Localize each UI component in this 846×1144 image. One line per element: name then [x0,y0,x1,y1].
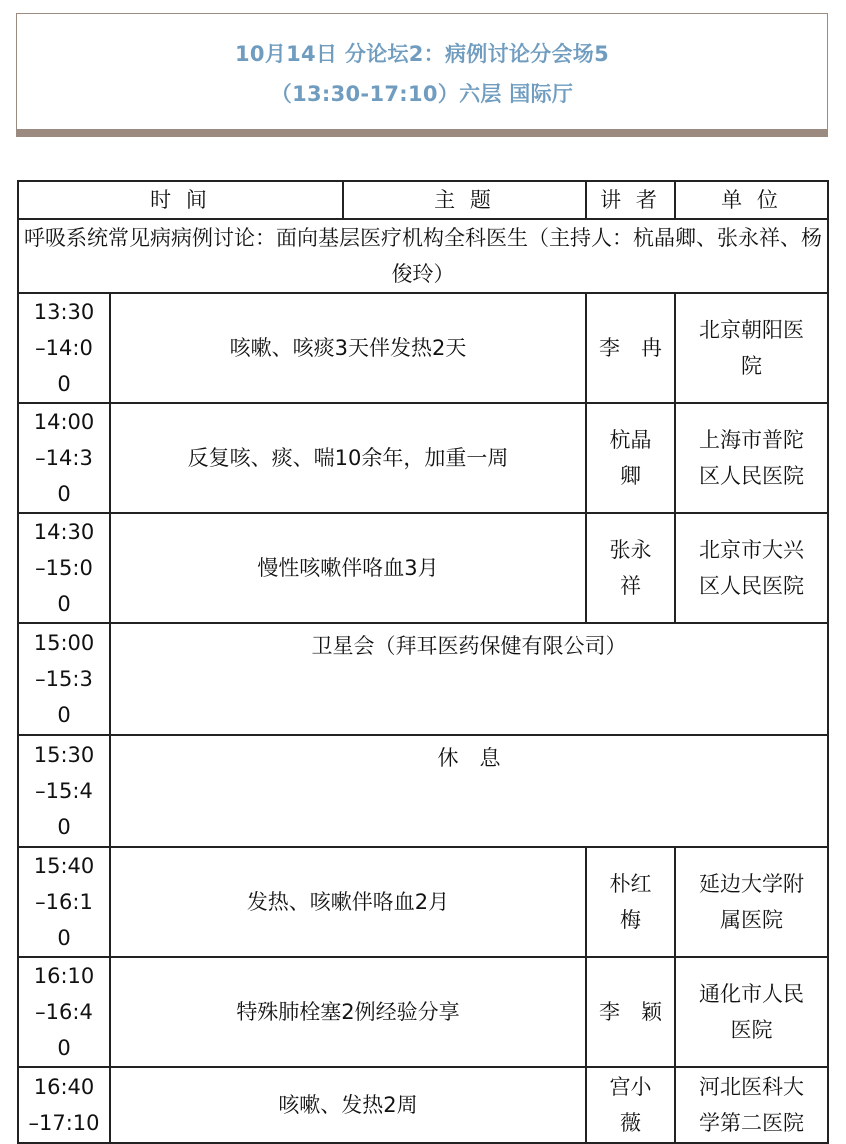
table-row [18,735,828,847]
topic-cell: 发热、咳嗽伴咯血2月 [110,847,586,957]
unit-cell: 延边大学附 属医院 [675,847,828,957]
time-cell: 15:00 –15:3 0 [18,623,110,735]
time-cell: 16:10 –16:4 0 [18,957,110,1067]
speaker-cell: 朴红 梅 [586,847,675,957]
time-cell: 16:40 –17:10 [18,1067,110,1143]
unit-cell: 北京朝阳医 院 [675,293,828,403]
speaker-cell: 宫小 薇 [586,1067,675,1143]
speaker-cell: 张永 祥 [586,513,675,623]
table-row [18,293,828,403]
table-row [18,847,828,957]
unit-cell: 北京市大兴 区人民医院 [675,513,828,623]
column-header-speaker: 讲 者 [586,181,675,219]
unit-cell: 通化市人民 医院 [675,957,828,1067]
unit-cell: 上海市普陀 区人民医院 [675,403,828,513]
column-header-time: 时 间 [18,181,343,219]
table-header-row [18,181,828,219]
time-cell: 14:30 –15:0 0 [18,513,110,623]
table-row [18,1067,828,1143]
column-header-topic: 主 题 [343,181,586,219]
satellite-session-cell: 卫星会（拜耳医药保健有限公司） [110,623,828,735]
speaker-cell: 李 冉 [586,293,675,403]
column-header-unit: 单 位 [675,181,828,219]
break-cell: 休 息 [110,735,828,847]
table-row [18,513,828,623]
schedule-table [17,180,829,1144]
topic-cell: 咳嗽、咳痰3天伴发热2天 [110,293,586,403]
unit-cell: 河北医科大 学第二医院 [675,1067,828,1143]
section-title: 呼吸系统常见病病例讨论：面向基层医疗机构全科医生（主持人：杭晶卿、张永祥、杨俊玲） [18,219,828,293]
time-cell: 14:00 –14:3 0 [18,403,110,513]
table-row [18,623,828,735]
table-row [18,957,828,1067]
topic-cell: 咳嗽、发热2周 [110,1067,586,1143]
session-time-location: （13:30-17:10）六层 国际厅 [270,82,574,106]
section-row [18,219,828,293]
time-cell: 13:30 –14:0 0 [18,293,110,403]
session-header [16,13,828,137]
time-cell: 15:30 –15:4 0 [18,735,110,847]
topic-cell: 特殊肺栓塞2例经验分享 [110,957,586,1067]
topic-cell: 慢性咳嗽伴咯血3月 [110,513,586,623]
table-row [18,403,828,513]
speaker-cell: 李 颖 [586,957,675,1067]
topic-cell: 反复咳、痰、喘10余年，加重一周 [110,403,586,513]
time-cell: 15:40 –16:1 0 [18,847,110,957]
session-title: 10月14日 分论坛2：病例讨论分会场5 [235,42,609,66]
speaker-cell: 杭晶 卿 [586,403,675,513]
